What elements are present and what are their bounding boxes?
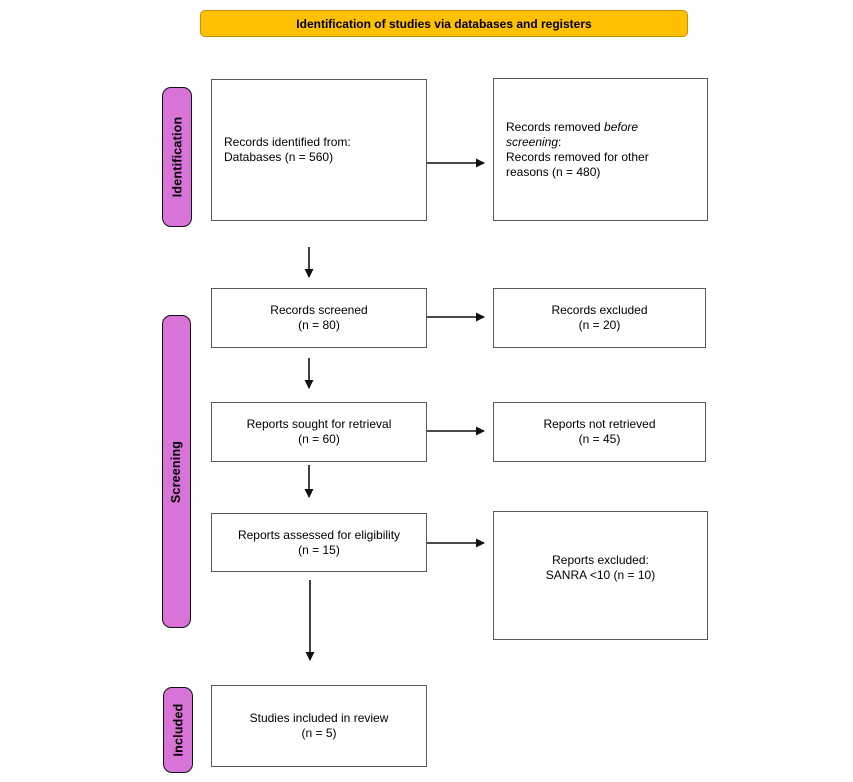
records-excluded-line1: Records excluded bbox=[551, 303, 648, 317]
reports-sought-line2: (n = 60) bbox=[298, 432, 340, 446]
flow-box-records-screened-text bbox=[270, 303, 367, 333]
reports-not-retrieved-line1: Reports not retrieved bbox=[543, 417, 656, 431]
records-identified-line2: Databases (n = 560) bbox=[224, 150, 334, 164]
flow-box-records-identified-text bbox=[224, 135, 351, 165]
flow-box-reports-assessed-text bbox=[238, 528, 400, 558]
flow-box-reports-sought-text bbox=[247, 417, 392, 447]
flow-box-reports-not-retrieved-text bbox=[543, 417, 655, 447]
reports-excluded-line2: SANRA <10 (n = 10) bbox=[545, 567, 656, 582]
records-removed-line1 bbox=[506, 120, 678, 150]
flow-box-records-excluded bbox=[493, 288, 706, 348]
stage-screening-label: Screening bbox=[169, 440, 184, 503]
reports-excluded-line1: Reports excluded: bbox=[552, 552, 649, 567]
records-removed-italic: before screening bbox=[506, 119, 639, 149]
stage-identification bbox=[162, 87, 192, 227]
records-screened-line1: Records screened bbox=[270, 303, 368, 317]
flow-box-studies-included bbox=[211, 685, 427, 767]
flow-box-reports-not-retrieved bbox=[493, 402, 706, 462]
stage-identification-label: Identification bbox=[170, 116, 185, 198]
records-removed-prefix: Records removed bbox=[506, 119, 605, 134]
flow-box-studies-included-text bbox=[250, 711, 389, 741]
reports-assessed-line2: (n = 15) bbox=[298, 542, 340, 557]
records-excluded-line2: (n = 20) bbox=[578, 318, 621, 332]
flow-box-records-screened bbox=[211, 288, 427, 348]
flow-box-records-identified bbox=[211, 79, 427, 221]
banner-title bbox=[200, 10, 688, 37]
flow-box-records-excluded-text bbox=[551, 303, 647, 333]
reports-not-retrieved-line2: (n = 45) bbox=[578, 432, 621, 446]
flow-box-reports-assessed bbox=[211, 513, 427, 572]
flow-box-records-removed bbox=[493, 78, 708, 221]
flow-box-reports-excluded bbox=[493, 511, 708, 640]
stage-screening bbox=[162, 315, 191, 628]
stage-included-label: Included bbox=[171, 703, 185, 757]
banner-title-label: Identification of studies via databases and registers bbox=[296, 16, 592, 31]
studies-included-line1: Studies included in review bbox=[249, 711, 389, 725]
records-removed-suffix: : bbox=[558, 134, 562, 149]
studies-included-line2: (n = 5) bbox=[301, 726, 337, 740]
records-identified-line1: Records identified from: bbox=[224, 135, 351, 149]
reports-assessed-line1: Reports assessed for eligibility bbox=[237, 527, 401, 542]
records-removed-line2: Records removed for other reasons (n = 480) bbox=[506, 149, 649, 179]
records-screened-line2: (n = 80) bbox=[298, 318, 340, 332]
reports-sought-line1: Reports sought for retrieval bbox=[246, 417, 392, 431]
flow-box-reports-sought bbox=[211, 402, 427, 462]
flow-box-records-removed-text bbox=[506, 120, 678, 180]
flow-box-reports-excluded-text bbox=[546, 553, 655, 583]
stage-included bbox=[163, 687, 193, 773]
